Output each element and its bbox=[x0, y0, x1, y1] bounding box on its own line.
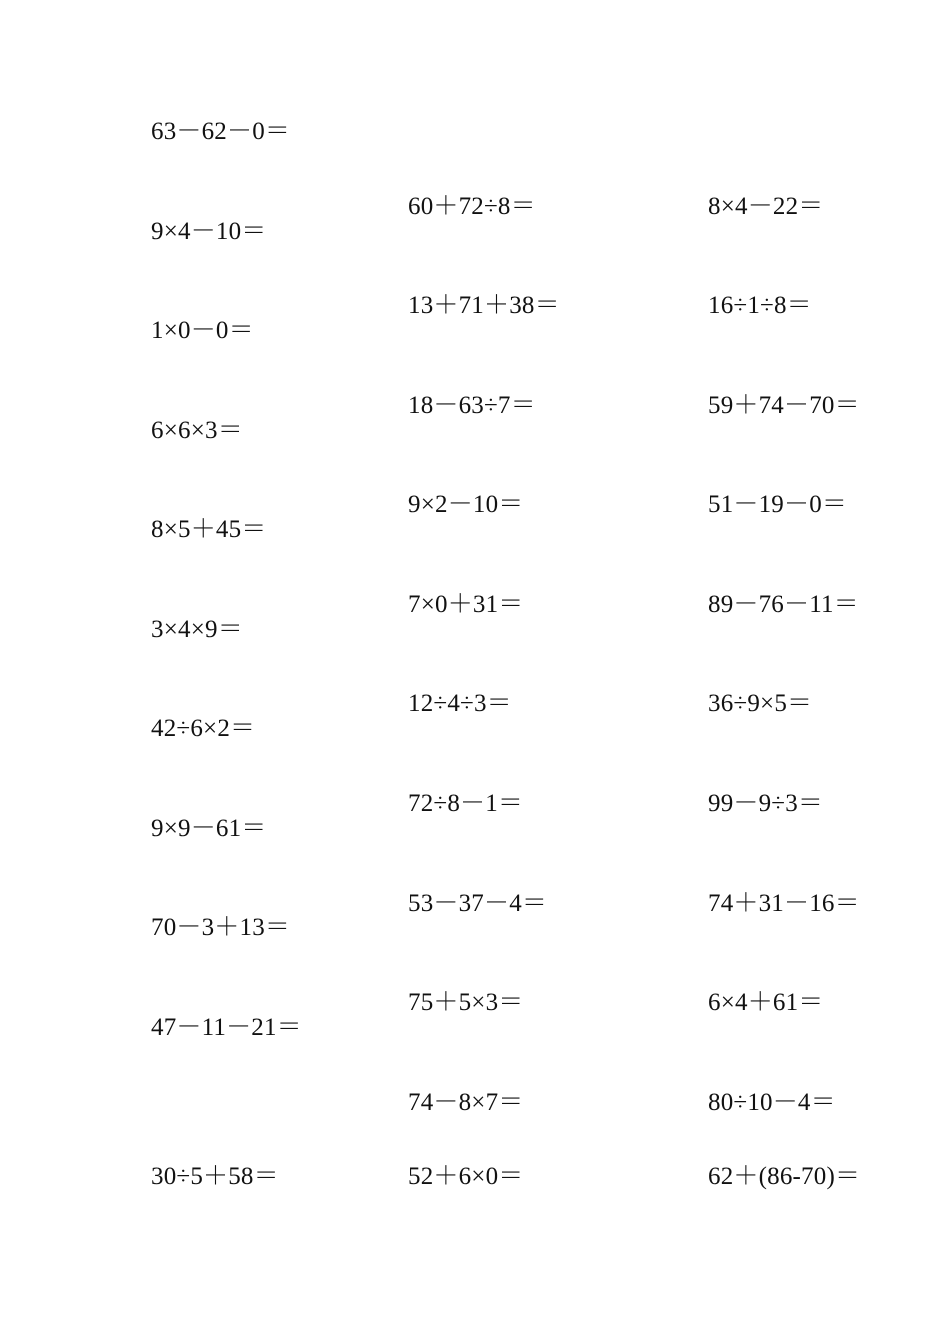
problem: 75＋5×3＝ bbox=[408, 989, 524, 1016]
problem: 62＋(86-70)＝ bbox=[708, 1163, 861, 1190]
problem: 8×4－22＝ bbox=[708, 193, 824, 220]
problem: 6×4＋61＝ bbox=[708, 989, 824, 1016]
problem: 8×5＋45＝ bbox=[151, 516, 267, 543]
problem: 7×0＋31＝ bbox=[408, 591, 524, 618]
problem: 59＋74－70＝ bbox=[708, 392, 860, 419]
problem: 60＋72÷8＝ bbox=[408, 193, 536, 220]
problem: 6×6×3＝ bbox=[151, 417, 243, 444]
problem: 30÷5＋58＝ bbox=[151, 1163, 279, 1190]
problem: 13＋71＋38＝ bbox=[408, 292, 560, 319]
problem: 99－9÷3＝ bbox=[708, 790, 824, 817]
problem: 63－62－0＝ bbox=[151, 118, 291, 145]
problem: 53－37－4＝ bbox=[408, 890, 548, 917]
problem: 9×4－10＝ bbox=[151, 218, 267, 245]
problem: 70－3＋13＝ bbox=[151, 914, 291, 941]
problem: 51－19－0＝ bbox=[708, 491, 848, 518]
problem: 36÷9×5＝ bbox=[708, 690, 813, 717]
problem: 16÷1÷8＝ bbox=[708, 292, 812, 319]
problem: 89－76－11＝ bbox=[708, 591, 859, 618]
problem: 9×9－61＝ bbox=[151, 815, 267, 842]
problem: 42÷6×2＝ bbox=[151, 715, 256, 742]
problem: 1×0－0＝ bbox=[151, 317, 254, 344]
problem: 72÷8－1＝ bbox=[408, 790, 524, 817]
problem: 74＋31－16＝ bbox=[708, 890, 860, 917]
problem: 12÷4÷3＝ bbox=[408, 690, 512, 717]
problem: 47－11－21＝ bbox=[151, 1014, 302, 1041]
problem: 80÷10－4＝ bbox=[708, 1089, 836, 1116]
problem: 18－63÷7＝ bbox=[408, 392, 536, 419]
problem: 9×2－10＝ bbox=[408, 491, 524, 518]
problem: 52＋6×0＝ bbox=[408, 1163, 524, 1190]
problem: 74－8×7＝ bbox=[408, 1089, 524, 1116]
problem: 3×4×9＝ bbox=[151, 616, 243, 643]
